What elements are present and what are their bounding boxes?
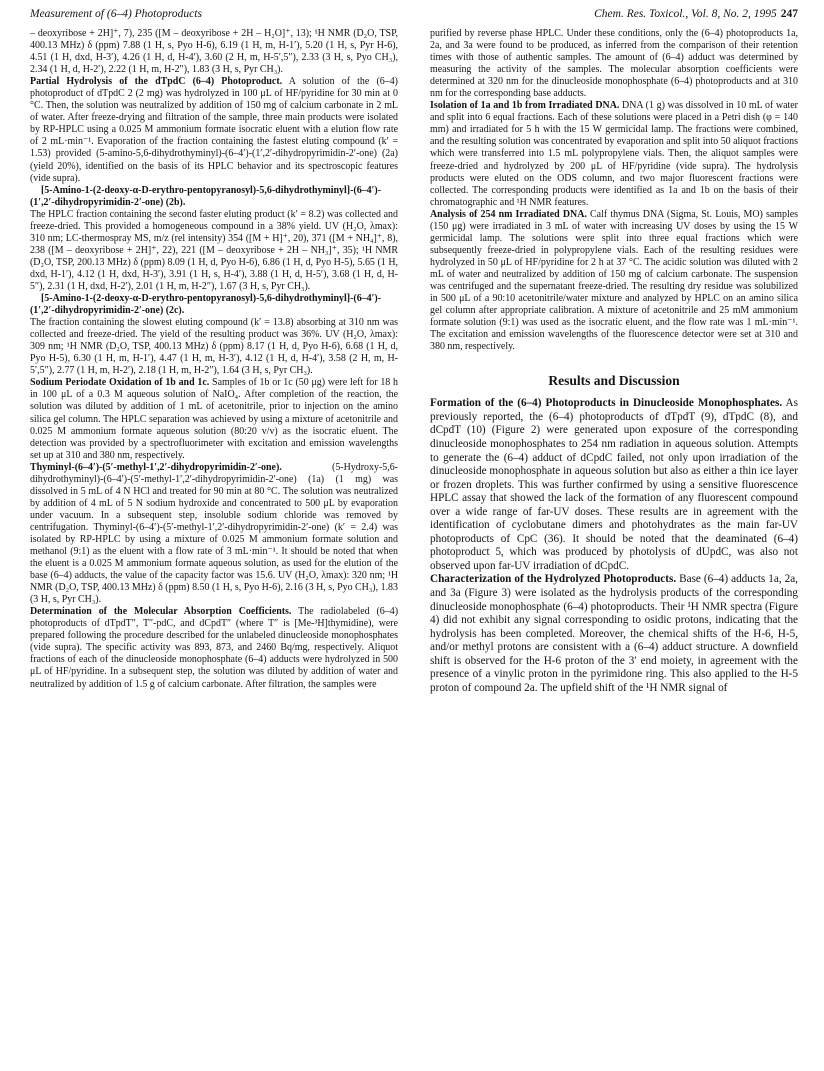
left-column xyxy=(30,28,398,691)
text-periodate-oxidation: Samples of 1b or 1c (50 μg) were left for 18 h in 100 μL of a 0.3 M aqueous solution of NaIO₄. After completion of the reaction, the solution was diluted by addition of 1 mL of acetonitrile, prior to injection on the amino silica gel column. The HPLC separation was achieved by using a mixture of acetonitrile and 0.025 M ammonium formate aqueous solution (80:20 v/v) as the isocratic eluent. The detection was provided by a spectrofluorimeter with excitation and emission wavelengths set up at 310 and 380 nm, respectively. xyxy=(30,377,399,461)
results-body xyxy=(430,397,798,695)
paragraph-compound-2c xyxy=(30,293,398,377)
text-partial-hydrolysis: A solution of the (6–4) photoproduct of dTpdC 2 (2 mg) was hydrolyzed in 100 μL of HF/pyridine for 30 min at 0 °C. Then, the solution was neutralized by addition of 150 mg of calcium carbonate in 2 mL of water. After freeze-drying and filtration of the sample, three main products were isolated by RP-HPLC using a 0.025 M ammonium formate isocratic eluent with a elution flow rate of 2 mL·min⁻¹. Evaporation of the fraction containing the fastest eluting compound (k′ = 1.53) provided (5-amino-5,6-dihydrothyminyl)-(6–4′)-(1′,2′-dihydropyrimidin-2′-one) (2a) (yield 20%), identified on the basis of its HPLC behavior and its spectroscopic features (vide supra). xyxy=(30,76,398,184)
heading-compound-2b: [5-Amino-1-(2-deoxy-α-D-erythro-pentopyranosyl)-5,6-dihydrothyminyl]-(6–4′)-(1′,2′-dihydropyrimidin-2′-one) (2b). xyxy=(30,184,382,208)
text-absorption-coefficients: The radiolabeled (6–4) photoproducts of dTpdT″, T″-pdC, and dCpdT″ (where T″ is [Me-³H]thymidine), were prepared following the procedure described for the unlabeled dinucleoside monophosphates (vide supra). The specific activity was 893, 873, and 2460 Bq/mg, respectively. Aliquot fractions of each of the dinucleoside monophosphate (6–4) adducts were hydrolyzed in 500 μL of HF/pyridine. In a subsequent step, the solution was diluted by addition of water and neutralized by addition of 1.5 g of calcium carbonate. After filtration, the samples were xyxy=(30,606,398,690)
running-head-citation xyxy=(594,8,798,20)
heading-characterization: Characterization of the Hydrolyzed Photoproducts. xyxy=(430,573,677,586)
heading-partial-hydrolysis: Partial Hydrolysis of the dTpdC (6–4) Photoproduct. xyxy=(30,76,283,88)
heading-compound-2c: [5-Amino-1-(2-deoxy-α-D-erythro-pentopyranosyl)-5,6-dihydrothyminyl]-(6–4′)-(1′,2′-dihydropyrimidin-2′-one) (2c). xyxy=(30,293,382,317)
right-column xyxy=(430,28,798,695)
running-head xyxy=(30,8,798,26)
text-analysis-dna: Calf thymus DNA (Sigma, St. Louis, MO) samples (150 μg) were irradiated in 3 mL of water with increasing UV doses by using the 15 W germicidal lamp. The solutions were split into three equal fractions which were subsequently freeze-dried in polypropylene vials. Each of the resulting residues were hydrolyzed in 50 μL of HF/pyridine for 2 h at 37 °C. The acidic solution was diluted with 2 mL of water and neutralized by addition of 150 mg of calcium carbonate. The suspension was centrifuged and the supernatant freeze-dried. The resulting dry residue was solubilized in 500 μL of a 90:10 acetonitrile/water mixture and analyzed by HPLC on an amino silica gel column after appropriate calibration. A mixture of acetonitrile and 25 mM ammonium formate solution (9:1) was used as the isocratic eluent, and the flow rate was 1 mL·min⁻¹. The excitation and emission wavelengths of the fluorescence detector were set at 310 and 380 nm, respectively. xyxy=(430,208,798,353)
text-compound-2c: The fraction containing the slowest eluting compound (k′ = 13.8) absorbing at 310 nm was collected and freeze-dried. The yield of the resulting product was 36%. UV (H₂O, λmax): 309 nm; ¹H NMR (D₂O, TSP, 400.13 MHz) δ (ppm) 8.17 (1 H, d, Pyo H-6), 6.68 (1 H, d, Pyo H-5), 6.30 (1 H, m, H-1′), 4.47 (1 H, m, H-3′), 4.12 (1 H, d, H-4′), 3.58 (2 H, m, H-5′,5″), 2.77 (1 H, m, H-2′), 2.18 (1 H, m, H-2″), 1.64 (3 H, s, Pyr CH₃). xyxy=(30,317,398,377)
section-heading-results: Results and Discussion xyxy=(548,373,680,389)
heading-isolation-dna: Isolation of 1a and 1b from Irradiated DNA. xyxy=(430,100,620,112)
text-isolation-dna: DNA (1 g) was dissolved in 10 mL of water and split into 6 equal fractions. Each of these solutions were placed in a Petri dish (φ = 140 mm) and irradiated for 5 h with the 15 W germicidal lamp. The fractions were combined, and the resulting solution was concentrated by evaporation and split into 50 aliquot fractions which were transferred into 1.5 mL polypropylene vials. Then, the aliquot samples were freeze-dried and hydrolyzed by 200 μL of HF/pyridine (vide supra). The hydrolysis products were eluted on the ODS column, and two major fluorescent fractions were collected. The corresponding products were identified as 1a and 1b on the basis of their chromatographic and ¹H NMR features. xyxy=(430,100,798,208)
heading-periodate-oxidation: Sodium Periodate Oxidation of 1b and 1c. xyxy=(30,377,210,389)
paragraph-ms-data: – deoxyribose + 2H]⁺, 7), 235 ([M – deoxyribose + 2H – H₂O]⁺, 13); ¹H NMR (D₂O, TSP, 400.13 MHz) δ (ppm) 7.88 (1 H, s, Pyo H-6), 6.19 (1 H, m, H-1′), 5.20 (1 H, s, Pyr H-6), 4.51 (1 H, dxd, H-3′), 4.26 (1 H, d, H-4′), 3.60 (2 H, m, H-5′,5″), 2.33 (3 H, s, Pyo CH₃), 2.34 (1 H, d, H-2′), 2.22 (1 H, m, H-2″), 1.83 (3 H, s, Pyr CH₃). xyxy=(30,28,398,76)
text-thyminyl: (5-Hydroxy-5,6-dihydrothyminyl)-(6–4′)-(5′-methyl-1′,2′-dihydropyrimidin-2′-one) (1a) (1 mg) was dissolved in 5 mL of 4 N HCl and treated for 90 min at 80 °C. The solution was neutralized by addition of 4 mL of 5 N sodium hydroxide and concentrated to 500 μL by evaporation under vacuum. In a subsequent step, insoluble sodium chloride was removed by centrifugation. Thyminyl-(6–4′)-(5′-methyl-1′,2′-dihydropyrimidin-2′-one) (k′ = 2.4) was isolated by RP-HPLC by using a mixture of 0.025 M ammonium formate solution and methanol (9:1) as the eluent with a flow rate of 3 mL·min⁻¹. It should be noted that when the eluent is a 0.025 M ammonium formate aqueous solution, as used for the elution of the base (6–4) adducts, the value of the capacity factor was 15.6. UV (H₂O, λmax): 320 nm; ¹H NMR (D₂O, TSP, 400.13 MHz) δ (ppm) 8.50 (1 H, s, Pyo H-6), 2.16 (3 H, s, Pyo CH₃), 1.83 (3 H, s, Pyr CH₃). xyxy=(30,461,398,606)
running-head-title: Measurement of (6–4) Photoproducts xyxy=(30,8,202,20)
heading-formation: Formation of the (6–4) Photoproducts in Dinucleoside Monophosphates. xyxy=(430,397,783,410)
journal-citation: Chem. Res. Toxicol., Vol. 8, No. 2, 1995 xyxy=(594,8,777,20)
page-number: 247 xyxy=(780,8,798,20)
heading-absorption-coefficients: Determination of the Molecular Absorption Coefficients. xyxy=(30,606,292,618)
text-compound-2b: The HPLC fraction containing the second faster eluting product (k′ = 8.2) was collected and freeze-dried. This provided a homogeneous compound in a 38% yield. UV (H₂O, λmax): 310 nm; LC-thermospray MS, m/z (rel intensity) 354 ([M + H]⁺, 20), 371 ([M + NH₄]⁺, 8), 238 ([M – deoxyribose + 2H]⁺, 22), 221 ([M – deoxyribose + 2H – NH₃]⁺, 35); ¹H NMR (D₂O, TSP, 200.13 MHz) δ (ppm) 8.09 (1 H, d, Pyo H-6), 6.86 (1 H, d, Pyo H-5), 5.65 (1 H, dxd, H-1′), 4.12 (1 H, dxd, H-3′), 3.91 (1 H, s, H-4′), 3.88 (1 H, d, H-5′), 3.68 (1 H, d, H-5″), 2.31 (1 H, dxd, H-2′), 2.01 (1 H, m, H-2″), 1.67 (3 H, s, Pyr CH₃). xyxy=(30,208,398,292)
paragraph-compound-2b xyxy=(30,185,398,293)
heading-analysis-dna: Analysis of 254 nm Irradiated DNA. xyxy=(430,208,587,220)
paragraph-purification: purified by reverse phase HPLC. Under these conditions, only the (6–4) photoproducts 1a, 2a, and 3a were found to be produced, as inferred from the comparison of their retention times with those of authentic samples. The amount of (6–4) adduct was determined by measuring the activity of the samples. The molecular absorption coefficients were determined at 320 nm for the dinucleoside monophosphate (6–4) photoproducts and at 310 nm for the corresponding base adducts. xyxy=(430,28,798,100)
text-characterization: Base (6–4) adducts 1a, 2a, and 3a (Figure 3) were isolated as the hydrolysis products of the corresponding dinucleoside monophosphate (6–4) photoproducts. Their ¹H NMR spectra (Figure 4) did not exhibit any signal corresponding to osidic protons, indicating that the hydrolysis has been completed. Moreover, the chemical shifts of the H-6, H-5, and/or methyl protons are consistent with a (6–4) adduct structure. A downfield shift is observed for the H-6 proton of the 3′ end moiety, in agreement with the presence of a vinylic proton in the pyrimidone ring. This also applied to the H-5 proton of compound 2a. The upfield shift of the ¹H NMR signal of xyxy=(430,573,798,694)
heading-thyminyl: Thyminyl-(6–4′)-(5′-methyl-1′,2′-dihydropyrimidin-2′-one). xyxy=(30,461,282,473)
text-formation: As previously reported, the (6–4) photoproducts of dTpdT (9), dTpdC (8), and dCpdT (10) (Figure 2) were generated upon exposure of the corresponding dinucleoside monophosphates to 254 nm radiation in aqueous solution. Attempts to generate the (6–4) adduct of dCpdC failed, not only upon irradiation of the dinucleoside monophosphate in aqueous solution but also as either a thin ice layer or frozen droplets. This was further confirmed by using a sensitive fluorescence HPLC assay that showed the lack of the formation of any fluorescent compound over a wide range of far-UV doses. These results are in agreement with the identification of cyclobutane dimers and photohydrates as the main far-UV photoproducts of CpC (36). It should be noted that the deaminated (6–4) photoproduct 5, which was produced by photolysis of dUpdC, was also not observed upon far-UV irradiation of dCpdC. xyxy=(430,397,798,572)
